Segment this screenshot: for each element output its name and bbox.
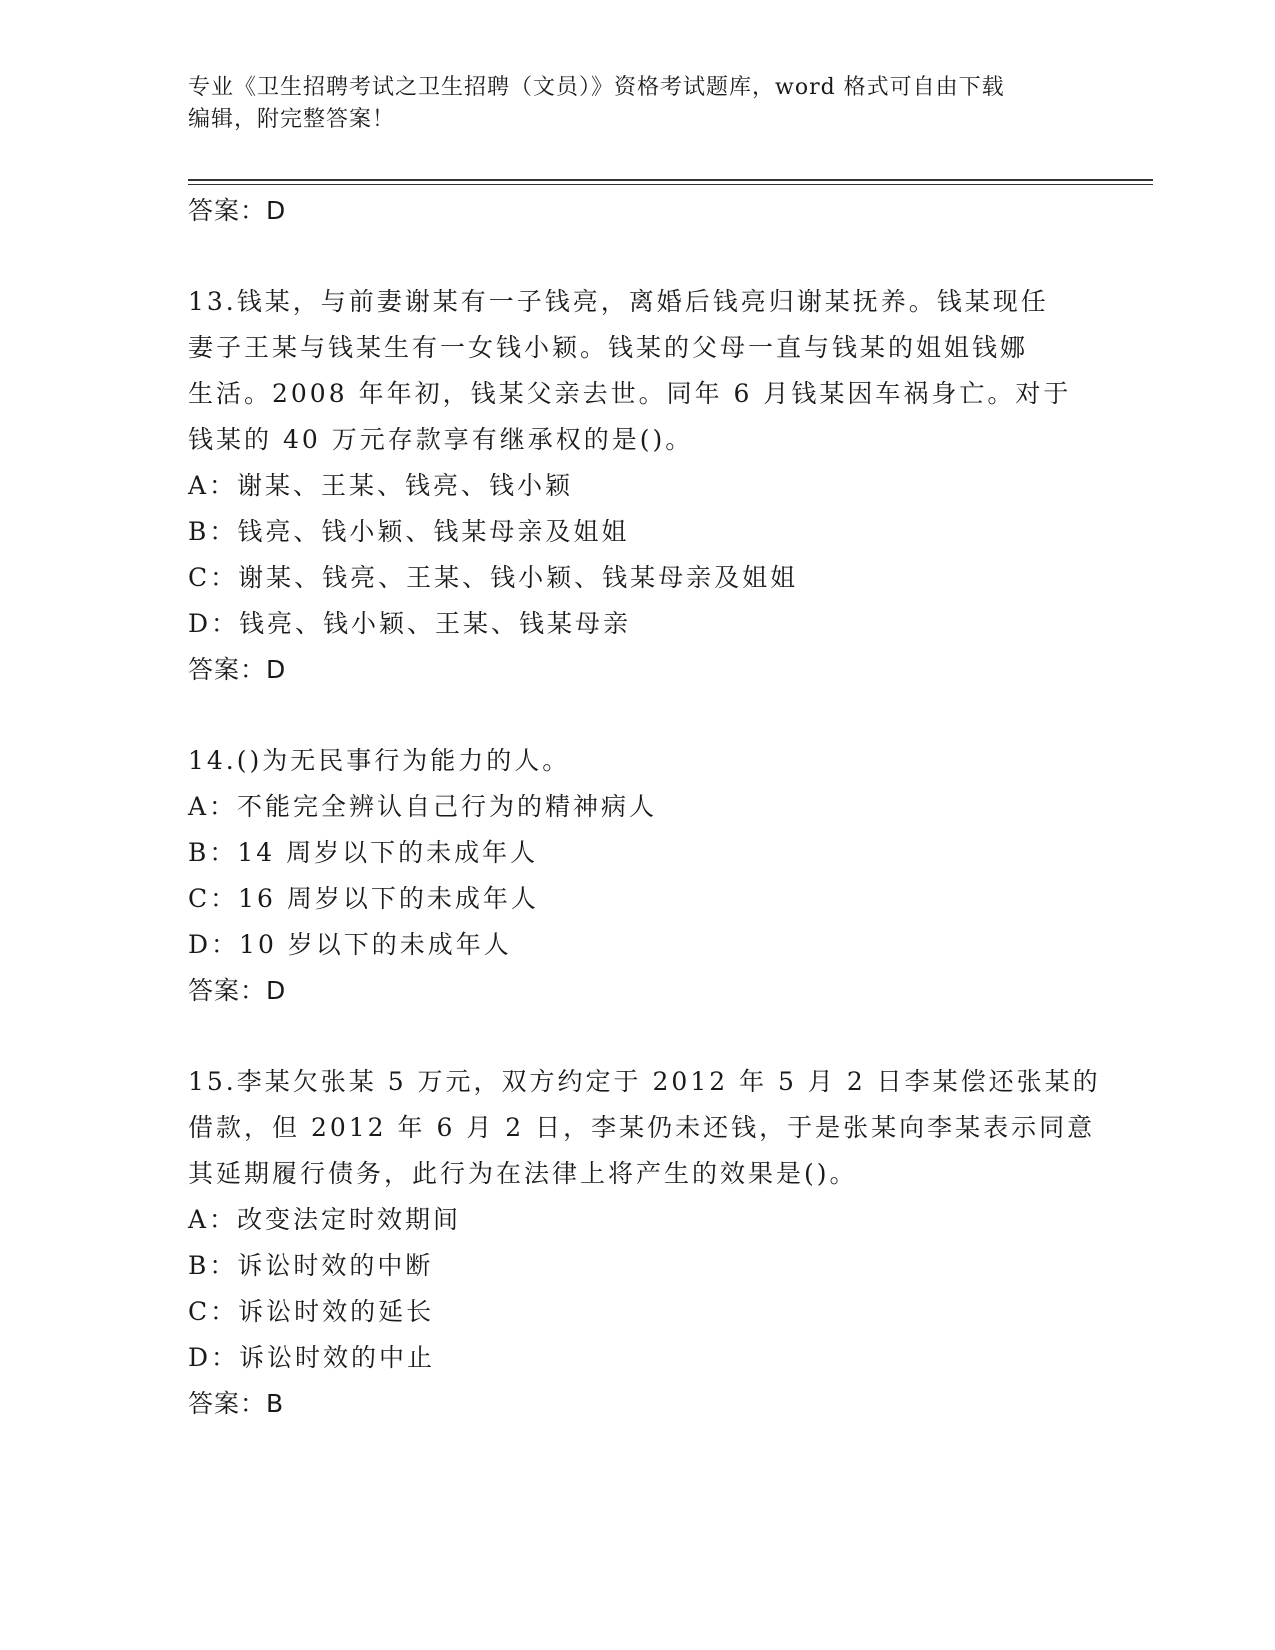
option-b: B：诉讼时效的中断 <box>188 1251 434 1280</box>
question-13 <box>188 279 1088 693</box>
question-text-line: 13.钱某，与前妻谢某有一子钱亮，离婚后钱亮归谢某抚养。钱某现任 <box>188 287 1049 316</box>
header-line-2: 编辑，附完整答案！ <box>188 107 396 132</box>
answer: 答案：B <box>188 1389 285 1418</box>
question-14 <box>188 738 1088 1014</box>
option-c: C：16 周岁以下的未成年人 <box>188 884 539 913</box>
question-text-line: 其延期履行债务，此行为在法律上将产生的效果是()。 <box>188 1159 858 1188</box>
option-b: B：14 周岁以下的未成年人 <box>188 838 539 867</box>
header-divider-thin <box>188 184 1153 185</box>
option-a: A：不能完全辨认自己行为的精神病人 <box>188 792 658 821</box>
question-text-line: 生活。2008 年年初，钱某父亲去世。同年 6 月钱某因车祸身亡。对于 <box>188 379 1072 408</box>
option-b: B：钱亮、钱小颖、钱某母亲及姐姐 <box>188 517 630 546</box>
previous-answer: 答案：D <box>188 196 287 225</box>
header-line-1: 专业《卫生招聘考试之卫生招聘（文员）》资格考试题库，word 格式可自由下载 <box>188 75 1005 100</box>
option-c: C：诉讼时效的延长 <box>188 1297 435 1326</box>
option-a: A：谢某、王某、钱亮、钱小颖 <box>188 471 574 500</box>
option-c: C：谢某、钱亮、王某、钱小颖、钱某母亲及姐姐 <box>188 563 799 592</box>
option-d: D：10 岁以下的未成年人 <box>188 930 512 959</box>
question-text-line: 借款，但 2012 年 6 月 2 日，李某仍未还钱，于是张某向李某表示同意 <box>188 1113 1096 1142</box>
answer: 答案：D <box>188 976 287 1005</box>
question-text-line: 钱某的 40 万元存款享有继承权的是()。 <box>188 425 694 454</box>
question-text-line: 妻子王某与钱某生有一女钱小颖。钱某的父母一直与钱某的姐姐钱娜 <box>188 333 1029 362</box>
option-d: D：诉讼时效的中止 <box>188 1343 436 1372</box>
question-15 <box>188 1059 1101 1427</box>
question-text-line: 14.()为无民事行为能力的人。 <box>188 746 571 775</box>
document-body <box>188 188 1101 1427</box>
option-a: A：改变法定时效期间 <box>188 1205 462 1234</box>
question-text-line: 15.李某欠张某 5 万元，双方约定于 2012 年 5 月 2 日李某偿还张某的 <box>188 1067 1101 1096</box>
option-d: D：钱亮、钱小颖、王某、钱某母亲 <box>188 609 632 638</box>
document-header <box>188 72 1088 136</box>
answer: 答案：D <box>188 655 287 684</box>
header-divider-thick <box>188 179 1153 181</box>
